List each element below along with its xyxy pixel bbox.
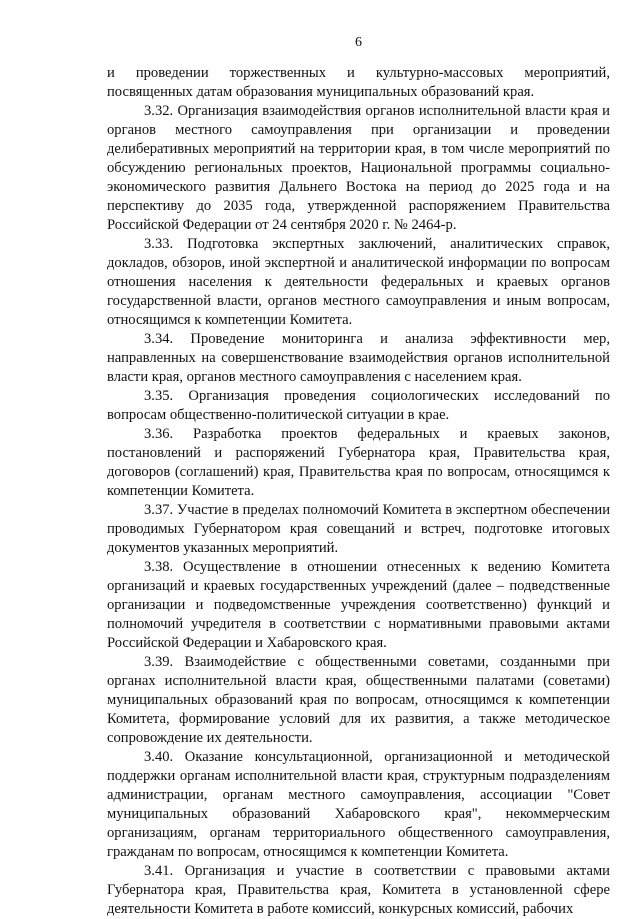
document-body bbox=[107, 64, 610, 919]
paragraph-3-34: 3.34. Проведение мониторинга и анализа эффективности мер, направленных на совершенствование взаимодействия органов исполнительной власти края, органов местного самоуправления с населением края. bbox=[107, 331, 610, 385]
paragraph-3-37: 3.37. Участие в пределах полномочий Комитета в экспертном обеспечении проводимых Губернатором края совещаний и встреч, подготовке итоговых документов указанных мероприятий. bbox=[107, 502, 610, 556]
paragraph-continuation: и проведении торжественных и культурно-массовых мероприятий, посвященных датам образования муниципальных образований края. bbox=[107, 65, 610, 100]
page-number: 6 bbox=[355, 35, 362, 50]
paragraph-3-38: 3.38. Осуществление в отношении отнесенных к ведению Комитета организаций и краевых государственных учреждений (далее – подведственные организации и подведомственные учреждения соответственно) функций и полномочий учредителя в соответствии с нормативными правовыми актами Российской Федерации и Хабаровского края. bbox=[107, 559, 610, 651]
paragraph-3-32: 3.32. Организация взаимодействия органов исполнительной власти края и органов местного самоуправления при организации и проведении делиберативных мероприятий на территории края, в том числе мероприятий по обсуждению региональных проектов, Национальной программы социально-экономического развития Дальнего Востока на период до 2025 года и на перспективу до 2035 года, утвержденной распоряжением Правительства Российской Федерации от 24 сентября 2020 г. № 2464-р. bbox=[107, 103, 610, 233]
paragraph-3-35: 3.35. Организация проведения социологических исследований по вопросам общественно-политической ситуации в крае. bbox=[107, 388, 610, 423]
paragraph-3-40: 3.40. Оказание консультационной, организационной и методической поддержки органам исполнительной власти края, структурным подразделениям администрации, органам местного самоуправления, ассоциации "Совет муниципальных образований Хабаровского края", некоммерческим организациям, органам территориального общественного самоуправления, гражданам по вопросам, относящимся к компетенции Комитета. bbox=[107, 749, 610, 860]
paragraph-3-39: 3.39. Взаимодействие с общественными советами, созданными при органах исполнительной власти края, общественными палатами (советами) муниципальных образований края по вопросам, относящимся к компетенции Комитета, формирование условий для их развития, а также методическое сопровождение их деятельности. bbox=[107, 654, 610, 746]
paragraph-3-36: 3.36. Разработка проектов федеральных и краевых законов, постановлений и распоряжений Губернатора края, Правительства края, договоров (соглашений) края, Правительства края по вопросам, относящимся к компетенции Комитета. bbox=[107, 426, 610, 499]
paragraph-3-41: 3.41. Организация и участие в соответствии с правовыми актами Губернатора края, Правительства края, Комитета в установленной сфере деятельности Комитета в работе комиссий, конкурсных комиссий, рабочих bbox=[107, 863, 610, 917]
paragraph-3-33: 3.33. Подготовка экспертных заключений, аналитических справок, докладов, обзоров, иной экспертной и аналитической информации по вопросам отношения населения к деятельности федеральных и краевых органов государственной власти, органов местного самоуправления и иным вопросам, относящимся к компетенции Комитета. bbox=[107, 236, 610, 328]
